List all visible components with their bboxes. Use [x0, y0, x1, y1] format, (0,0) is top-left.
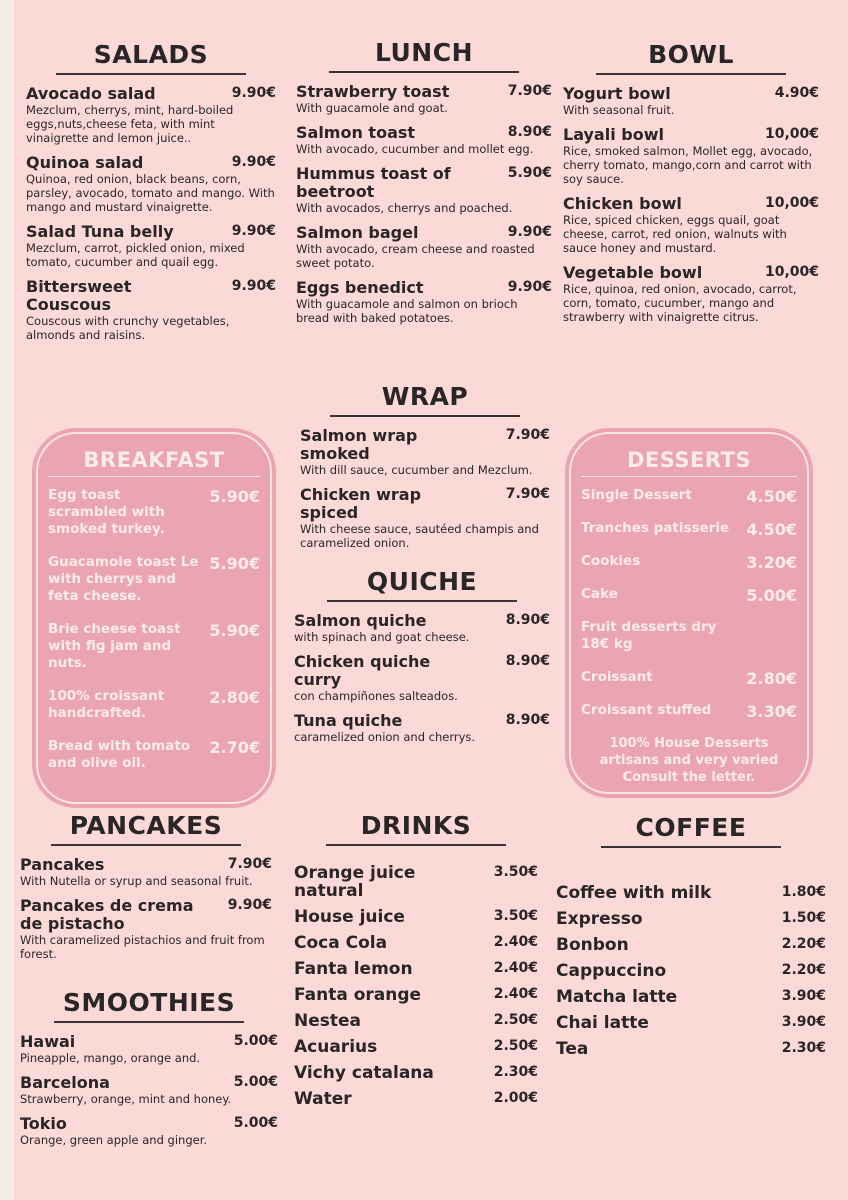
- drinks-heading: DRINKS: [326, 811, 506, 846]
- item-name: Bittersweet Couscous: [26, 277, 132, 314]
- item-name: Acuarius: [294, 1037, 378, 1057]
- item-price: 8.90€: [505, 612, 550, 628]
- item-price: 3.50€: [493, 908, 538, 924]
- item-name: Chicken wrap spiced: [300, 485, 422, 522]
- item-name: Chicken quiche curry: [294, 652, 431, 689]
- item-price: 5.00€: [233, 1115, 278, 1131]
- item-price: 3.90€: [781, 1014, 826, 1030]
- item-price: 8.90€: [507, 124, 552, 140]
- menu-item: [296, 224, 552, 270]
- item-description: With seasonal fruit.: [563, 103, 675, 117]
- salads-section: [26, 40, 276, 351]
- menu-item: [294, 653, 550, 703]
- page-edge: [0, 0, 14, 1200]
- item-price: 8.90€: [505, 653, 550, 669]
- quiche-section: [294, 567, 550, 753]
- lunch-section: [296, 38, 552, 334]
- item-description: with spinach and goat cheese.: [294, 630, 470, 644]
- item-name: Vichy catalana: [294, 1063, 434, 1083]
- item-price: 9.90€: [231, 223, 276, 239]
- bowl-section: [563, 40, 819, 333]
- item-price: 2.70€: [209, 738, 260, 757]
- item-price: 7.90€: [507, 83, 552, 99]
- item-description: With guacamole and salmon on brioch bread with baked potatoes.: [296, 297, 518, 325]
- item-description: With Nutella or syrup and seasonal fruit.: [20, 874, 253, 888]
- item-name: Tokio: [20, 1114, 67, 1133]
- item-description: With caramelized pistachios and fruit from forest.: [20, 933, 265, 961]
- wrap-heading: WRAP: [330, 382, 520, 417]
- item-name: Guacamole toast Le with cherrys and feta cheese.: [48, 554, 199, 604]
- menu-item: [556, 988, 826, 1006]
- item-description: Rice, smoked salmon, Mollet egg, avocado, cherry tomato, mango,corn and carrot with soy sauce.: [563, 144, 813, 186]
- menu-item: [556, 962, 826, 980]
- item-price: 5.90€: [209, 621, 260, 640]
- item-price: 10,00€: [764, 195, 819, 211]
- drinks-section: [294, 811, 538, 1116]
- item-name: Pancakes de crema de pistacho: [20, 896, 194, 933]
- item-description: Pineapple, mango, orange and.: [20, 1051, 201, 1065]
- item-price: 2.40€: [493, 986, 538, 1002]
- item-name: Coca Cola: [294, 933, 388, 953]
- item-price: 2.50€: [493, 1012, 538, 1028]
- menu-item: [296, 165, 552, 215]
- menu-item: [581, 669, 797, 686]
- coffee-heading: COFFEE: [601, 813, 781, 848]
- menu-item: [294, 1038, 538, 1056]
- item-price: 2.50€: [493, 1038, 538, 1054]
- breakfast-heading: BREAKFAST: [48, 448, 260, 477]
- menu-item: [294, 1090, 538, 1108]
- menu-item: [581, 619, 797, 653]
- item-price: 4.50€: [746, 520, 797, 539]
- item-name: Egg toast scrambled with smoked turkey.: [48, 487, 165, 537]
- item-name: Eggs benedict: [296, 278, 424, 297]
- item-name: Salmon quiche: [294, 611, 427, 630]
- item-name: Bonbon: [556, 935, 629, 955]
- menu-item: [294, 864, 538, 900]
- salads-heading: SALADS: [56, 40, 246, 75]
- item-name: Layali bowl: [563, 125, 664, 144]
- menu-item: [556, 910, 826, 928]
- bowl-heading: BOWL: [596, 40, 786, 75]
- item-name: Fanta lemon: [294, 959, 413, 979]
- item-description: Strawberry, orange, mint and honey.: [20, 1092, 232, 1106]
- menu-item: [556, 1040, 826, 1058]
- item-price: 10,00€: [764, 126, 819, 142]
- desserts-note: 100% House Desserts artisans and very varied Consult the letter.: [599, 736, 779, 785]
- menu-item: [48, 554, 260, 605]
- item-name: Fanta orange: [294, 985, 422, 1005]
- menu-item: [581, 553, 797, 570]
- menu-item: [26, 154, 276, 214]
- quiche-heading: QUICHE: [327, 567, 517, 602]
- menu-item: [581, 586, 797, 603]
- menu-item: [294, 1012, 538, 1030]
- item-description: With dill sauce, cucumber and Mezclum.: [300, 463, 533, 477]
- menu-item: [581, 520, 797, 537]
- menu-item: [563, 85, 819, 117]
- item-name: Cake: [581, 586, 618, 602]
- item-price: 1.80€: [781, 884, 826, 900]
- item-name: Quinoa salad: [26, 153, 144, 172]
- item-price: 4.90€: [774, 85, 819, 101]
- item-name: Expresso: [556, 909, 643, 929]
- menu-item: [563, 264, 819, 324]
- item-name: Avocado salad: [26, 84, 156, 103]
- menu-item: [300, 486, 550, 550]
- coffee-section: [556, 813, 826, 1066]
- item-name: Croissant stuffed: [581, 702, 712, 718]
- menu-item: [296, 83, 552, 115]
- item-price: 8.90€: [505, 712, 550, 728]
- item-description: Rice, spiced chicken, eggs quail, goat cheese, carrot, red onion, walnuts with sauce honey and mustard.: [563, 213, 787, 255]
- menu-item: [20, 1115, 278, 1147]
- pancakes-section: [20, 811, 272, 970]
- menu-item: [581, 487, 797, 504]
- item-name: Cookies: [581, 553, 641, 569]
- item-name: Pancakes: [20, 855, 105, 874]
- item-price: 3.20€: [746, 553, 797, 572]
- item-price: 2.30€: [493, 1064, 538, 1080]
- menu-item: [294, 612, 550, 644]
- item-price: 2.20€: [781, 962, 826, 978]
- menu-item: [48, 621, 260, 672]
- menu-item: [48, 688, 260, 722]
- menu-item: [581, 702, 797, 719]
- menu-item: [296, 279, 552, 325]
- menu-item: [26, 223, 276, 269]
- item-price: 5.00€: [233, 1074, 278, 1090]
- menu-item: [556, 936, 826, 954]
- item-price: 9.90€: [507, 279, 552, 295]
- item-price: 9.90€: [227, 897, 272, 913]
- menu-item: [26, 85, 276, 145]
- item-price: 5.00€: [233, 1033, 278, 1049]
- item-price: 5.00€: [746, 586, 797, 605]
- item-price: 3.50€: [493, 864, 538, 880]
- item-description: With cheese sauce, sautéed champis and caramelized onion.: [300, 522, 539, 550]
- item-description: Mezclum, carrot, pickled onion, mixed tomato, cucumber and quail egg.: [26, 241, 245, 269]
- menu-item: [296, 124, 552, 156]
- menu-item: [556, 884, 826, 902]
- menu-item: [300, 427, 550, 477]
- item-name: Salmon bagel: [296, 223, 419, 242]
- menu-item: [294, 908, 538, 926]
- item-price: 2.00€: [493, 1090, 538, 1106]
- item-description: With avocado, cream cheese and roasted sweet potato.: [296, 242, 535, 270]
- menu-item: [294, 986, 538, 1004]
- item-name: Yogurt bowl: [563, 84, 671, 103]
- item-description: With guacamole and goat.: [296, 101, 448, 115]
- item-name: Bread with tomato and olive oil.: [48, 738, 191, 771]
- item-price: 7.90€: [505, 486, 550, 502]
- menu-item: [294, 1064, 538, 1082]
- menu-item: [20, 897, 272, 961]
- item-price: 3.30€: [746, 702, 797, 721]
- item-description: Orange, green apple and ginger.: [20, 1133, 208, 1147]
- item-name: Salmon toast: [296, 123, 416, 142]
- lunch-heading: LUNCH: [329, 38, 519, 73]
- item-description: con champiñones salteados.: [294, 689, 458, 703]
- smoothies-section: [20, 988, 278, 1156]
- menu-item: [294, 712, 550, 744]
- menu-item: [20, 856, 272, 888]
- item-price: 2.40€: [493, 960, 538, 976]
- menu-item: [556, 1014, 826, 1032]
- item-name: Hummus toast of beetroot: [296, 164, 451, 201]
- breakfast-section: [36, 432, 272, 804]
- menu-item: [20, 1074, 278, 1106]
- menu-item: [26, 278, 276, 342]
- item-price: 7.90€: [505, 427, 550, 443]
- menu-item: [48, 738, 260, 772]
- item-name: Water: [294, 1089, 352, 1109]
- item-name: 100% croissant handcrafted.: [48, 688, 165, 721]
- item-description: caramelized onion and cherrys.: [294, 730, 476, 744]
- menu-item: [294, 934, 538, 952]
- item-price: 5.90€: [209, 554, 260, 573]
- menu-item: [20, 1033, 278, 1065]
- item-price: 5.90€: [507, 165, 552, 181]
- item-name: Hawai: [20, 1032, 76, 1051]
- item-description: Mezclum, cherrys, mint, hard-boiled eggs,nuts,cheese feta, with mint vinaigrette and lemon juice..: [26, 103, 234, 145]
- item-price: 4.50€: [746, 487, 797, 506]
- smoothies-heading: SMOOTHIES: [54, 988, 244, 1023]
- menu-item: [48, 487, 260, 538]
- item-name: House juice: [294, 907, 405, 927]
- item-price: 2.80€: [746, 669, 797, 688]
- item-price: 9.90€: [231, 85, 276, 101]
- item-description: Rice, quinoa, red onion, avocado, carrot, corn, tomato, cucumber, mango and strawberry with vinaigrette citrus.: [563, 282, 797, 324]
- item-price: 2.30€: [781, 1040, 826, 1056]
- item-price: 7.90€: [227, 856, 272, 872]
- menu-item: [563, 126, 819, 186]
- item-name: Vegetable bowl: [563, 263, 703, 282]
- item-name: Croissant: [581, 669, 653, 685]
- item-name: Chai latte: [556, 1013, 649, 1033]
- item-name: Fruit desserts dry 18€ kg: [581, 619, 717, 652]
- item-price: 9.90€: [231, 278, 276, 294]
- menu-item: [294, 960, 538, 978]
- item-name: Salmon wrap smoked: [300, 426, 418, 463]
- item-price: 5.90€: [209, 487, 260, 506]
- item-name: Single Dessert: [581, 487, 692, 503]
- pancakes-heading: PANCAKES: [51, 811, 241, 846]
- item-price: 9.90€: [231, 154, 276, 170]
- item-name: Chicken bowl: [563, 194, 682, 213]
- item-price: 2.20€: [781, 936, 826, 952]
- item-price: 2.40€: [493, 934, 538, 950]
- item-name: Barcelona: [20, 1073, 110, 1092]
- item-name: Strawberry toast: [296, 82, 450, 101]
- item-price: 1.50€: [781, 910, 826, 926]
- item-name: Matcha latte: [556, 987, 678, 1007]
- item-description: With avocados, cherrys and poached.: [296, 201, 513, 215]
- item-description: Quinoa, red onion, black beans, corn, parsley, avocado, tomato and mango. With mango and mustard vinaigrette.: [26, 172, 275, 214]
- item-name: Brie cheese toast with fig jam and nuts.: [48, 621, 181, 671]
- item-price: 2.80€: [209, 688, 260, 707]
- item-name: Tea: [556, 1039, 589, 1059]
- desserts-heading: DESSERTS: [581, 448, 797, 477]
- wrap-section: [300, 382, 550, 559]
- item-price: 3.90€: [781, 988, 826, 1004]
- item-description: With avocado, cucumber and mollet egg.: [296, 142, 534, 156]
- item-name: Cappuccino: [556, 961, 667, 981]
- item-name: Tranches patisserie: [581, 520, 730, 536]
- item-price: 10,00€: [764, 264, 819, 280]
- item-name: Orange juice natural: [294, 863, 416, 901]
- item-name: Tuna quiche: [294, 711, 403, 730]
- item-name: Salad Tuna belly: [26, 222, 174, 241]
- menu-item: [563, 195, 819, 255]
- item-description: Couscous with crunchy vegetables, almonds and raisins.: [26, 314, 230, 342]
- item-price: 9.90€: [507, 224, 552, 240]
- desserts-section: [569, 432, 809, 794]
- item-name: Nestea: [294, 1011, 362, 1031]
- item-name: Coffee with milk: [556, 883, 712, 903]
